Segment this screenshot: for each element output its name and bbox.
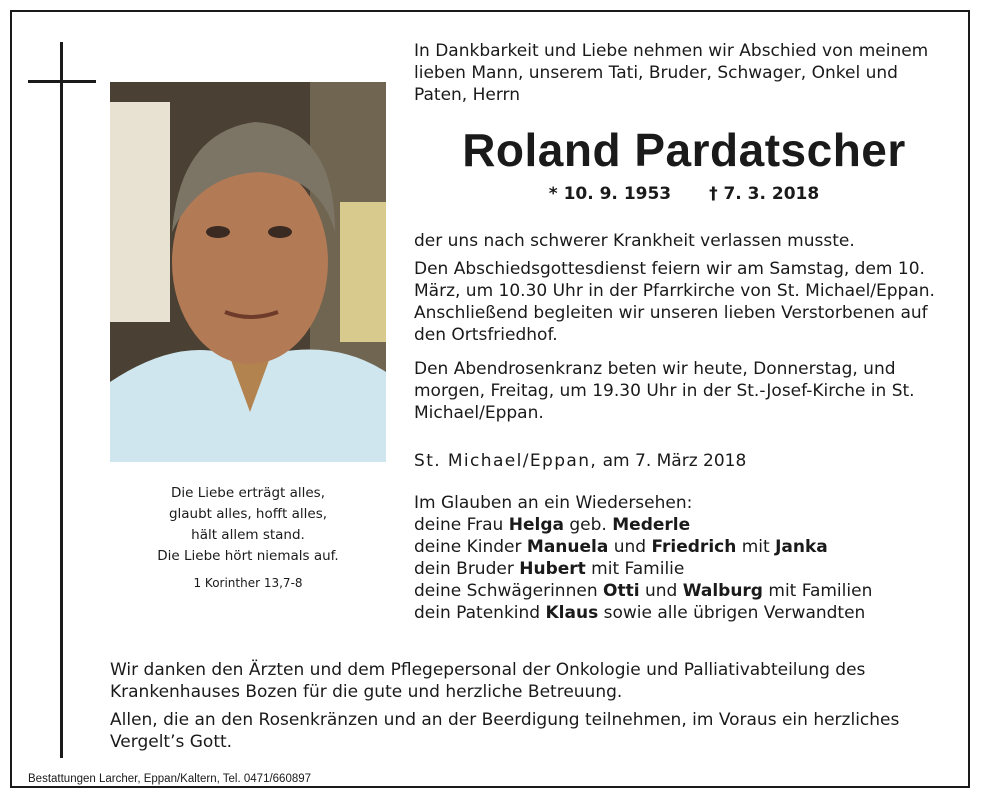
quote-line: hält allem stand. (191, 527, 305, 543)
thanks-section (110, 659, 956, 759)
quote-line: Die Liebe erträgt alles, (170, 485, 326, 501)
portrait-photo (110, 82, 386, 462)
intro-text: In Dankbarkeit und Liebe nehmen wir Abschied von meinem lieben Mann, unserem Tati, Bruder, Schwager, Onkel und Paten, Herrn (414, 41, 929, 105)
birth-date: * 10. 9. 1953 (548, 184, 672, 204)
cross-icon (60, 42, 63, 758)
family-line-brother: dein Bruder Hubert mit Familie (414, 559, 685, 579)
notice-paragraph: der uns nach schwerer Krankheit verlassen musste. (414, 231, 855, 251)
family-line-children: deine Kinder Manuela und Friedrich mit Janka (414, 537, 828, 557)
family-line-sisters-in-law: deine Schwägerinnen Otti und Walburg mit Familien (414, 581, 873, 601)
quote-line: glaubt alles, hofft alles, (168, 506, 328, 522)
deceased-name: Roland Pardatscher (462, 124, 906, 176)
quote-line: Die Liebe hört niemals auf. (157, 548, 339, 564)
notice-date: am 7. März 2018 (597, 451, 747, 471)
bible-quote (110, 483, 386, 594)
thanks-paragraph: Allen, die an den Rosenkränzen und an der Beerdigung teilnehmen, im Voraus ein herzliches Vergelt’s Gott. (110, 710, 900, 752)
death-date: † 7. 3. 2018 (709, 184, 820, 204)
cross-icon-bar (28, 80, 96, 83)
thanks-paragraph: Wir danken den Ärzten und dem Pflegepersonal der Onkologie und Palliativabteilung des Krankenhauses Bozen für die gute und herzliche Betreuung. (110, 660, 866, 702)
life-dates (414, 183, 954, 205)
place-name: St. Michael/Eppan, (414, 451, 598, 471)
place-date (414, 450, 954, 472)
rosary-paragraph: Den Abendrosenkranz beten wir heute, Donnerstag, und morgen, Freitag, um 19.30 Uhr in der St.-Josef-Kirche in St. Michael/Eppan. (414, 359, 915, 423)
quote-reference: 1 Korinther 13,7-8 (193, 576, 303, 590)
family-list (414, 492, 954, 624)
service-paragraph: Den Abschiedsgottesdienst feiern wir am Samstag, dem 10. März, um 10.30 Uhr in der Pfarrkirche von St. Michael/Eppan. Anschließend begleiten wir unseren lieben Verstorbenen auf den Ortsfriedhof. (414, 259, 935, 345)
funeral-home-credit: Bestattungen Larcher, Eppan/Kaltern, Tel. 0471/660897 (28, 773, 315, 785)
family-line-wife: deine Frau Helga geb. Mederle (414, 515, 691, 535)
family-heading: Im Glauben an ein Wiedersehen: (414, 493, 693, 513)
family-line-godchild: dein Patenkind Klaus sowie alle übrigen Verwandten (414, 603, 866, 623)
